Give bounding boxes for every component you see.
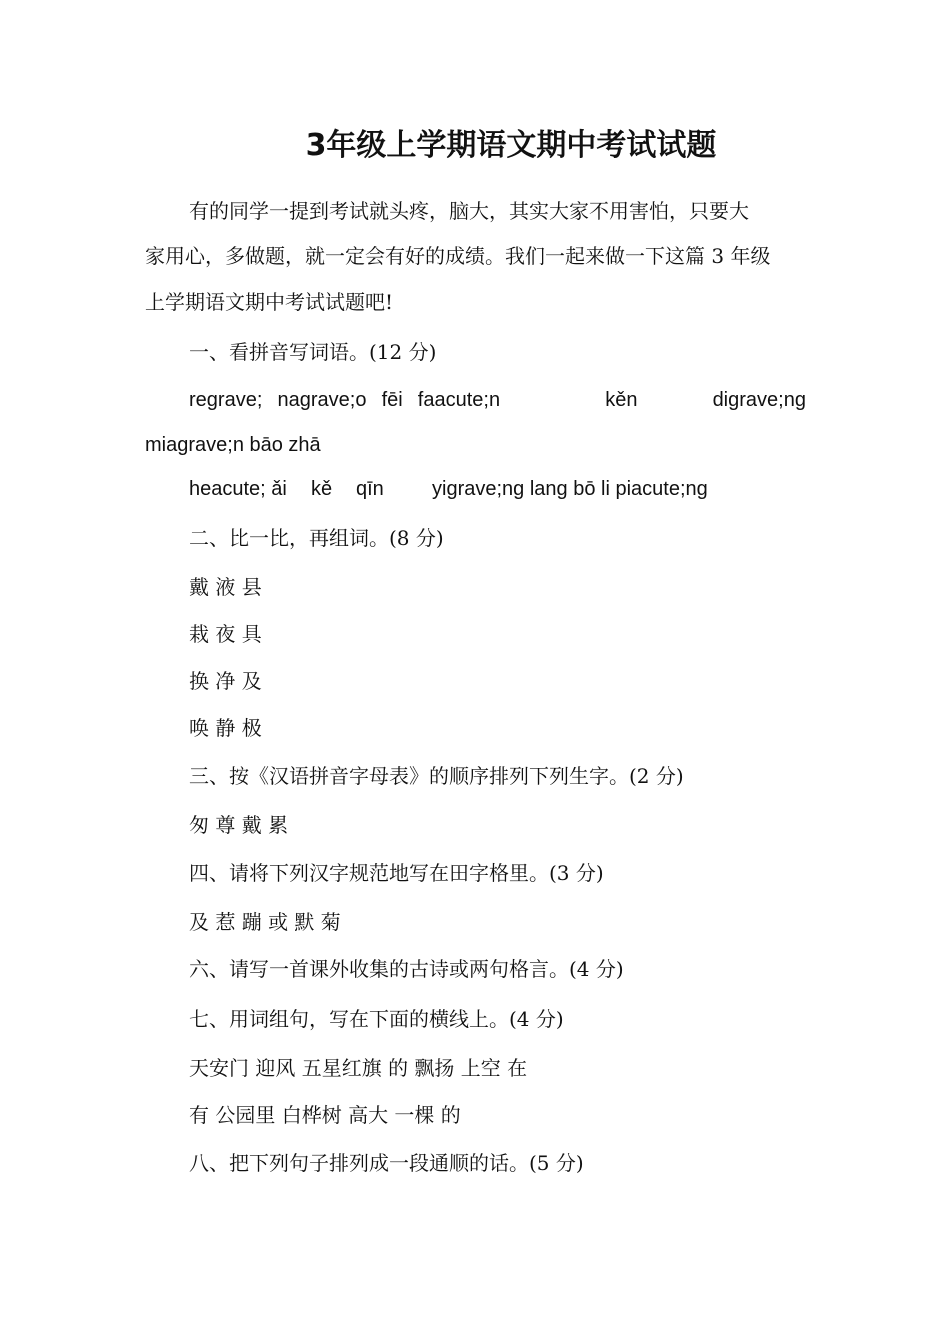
section-8-heading: 八、把下列句子排列成一段通顺的话。(5 分) [189, 1151, 584, 1175]
compare-row-4: 唤 静 极 [189, 716, 262, 740]
pinyin-row-1 [189, 386, 806, 414]
section-2-heading: 二、比一比，再组词。(8 分) [189, 526, 444, 550]
intro-line-3: 上学期语文期中考试试题吧! [145, 290, 394, 314]
pinyin-item: fēi [381, 389, 403, 411]
pinyin-item: regrave; [189, 389, 263, 411]
section-1-heading: 一、看拼音写词语。(12 分) [189, 340, 437, 364]
sentence-words-row-1: 天安门 迎风 五星红旗 的 飘扬 上空 在 [189, 1056, 528, 1080]
page-title: 3年级上学期语文期中考试试题 [305, 128, 717, 163]
pinyin-row-2 [189, 475, 708, 503]
pinyin-item: kě [311, 478, 333, 500]
pinyin-item: digrave;ng [712, 389, 806, 411]
section-3-heading: 三、按《汉语拼音字母表》的顺序排列下列生字。(2 分) [189, 764, 684, 788]
order-chars: 匆 尊 戴 累 [189, 813, 289, 837]
pinyin-row-1-wrap: miagrave;n bāo zhā [145, 434, 321, 456]
pinyin-item: heacute; ǎi [189, 478, 287, 500]
sentence-words-row-2: 有 公园里 白桦树 高大 一棵 的 [189, 1103, 461, 1127]
compare-row-2: 栽 夜 具 [189, 622, 262, 646]
section-4-heading: 四、请将下列汉字规范地写在田字格里。(3 分) [189, 861, 604, 885]
section-7-heading: 七、用词组句，写在下面的横线上。(4 分) [189, 1007, 564, 1031]
write-chars: 及 惹 蹦 或 默 菊 [189, 910, 341, 934]
pinyin-item: yigrave;ng lang bō li piacute;ng [432, 478, 708, 500]
pinyin-item: qīn [356, 478, 384, 500]
compare-row-1: 戴 液 县 [189, 575, 262, 599]
intro-line-1: 有的同学一提到考试就头疼，脑大，其实大家不用害怕，只要大 [189, 199, 749, 223]
pinyin-item: nagrave;o [277, 389, 367, 411]
pinyin-item: faacute;n [417, 389, 501, 411]
compare-row-3: 换 净 及 [189, 669, 262, 693]
intro-line-2: 家用心，多做题，就一定会有好的成绩。我们一起来做一下这篇 3 年级 [145, 244, 771, 268]
section-6-heading: 六、请写一首课外收集的古诗或两句格言。(4 分) [189, 957, 624, 981]
pinyin-item: kěn [605, 389, 638, 411]
